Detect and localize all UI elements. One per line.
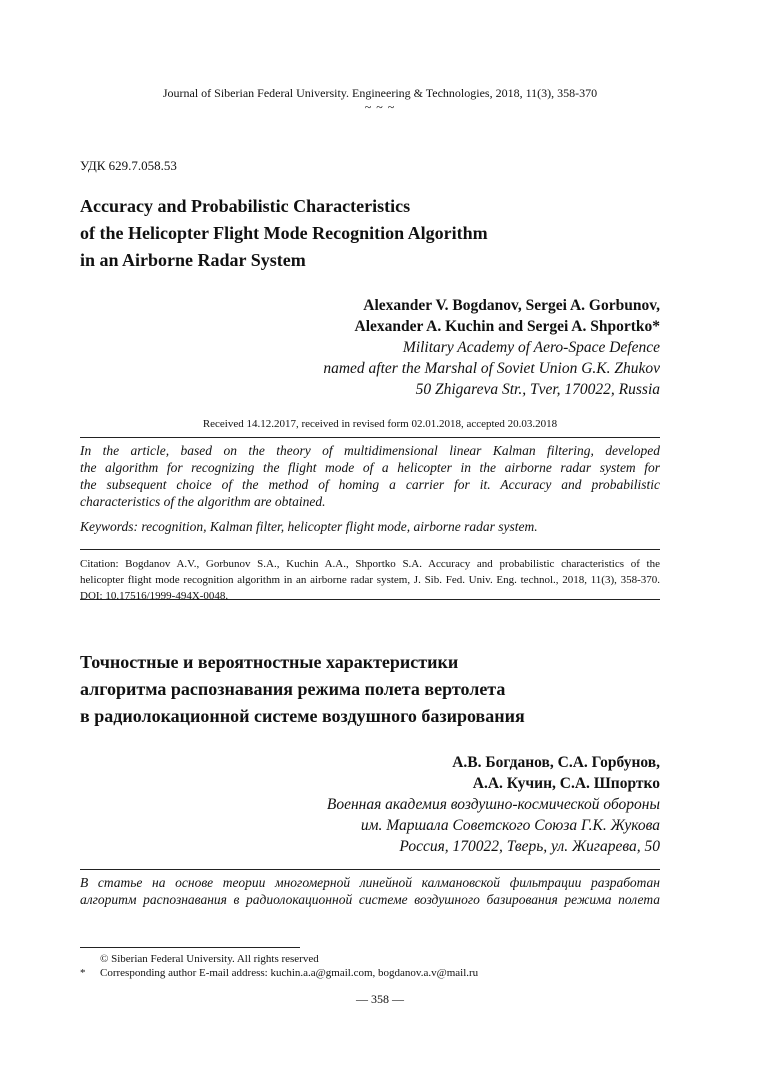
footnote-corresponding <box>80 966 478 980</box>
russian-author-line: А.А. Кучин, С.А. Шпортко <box>472 775 660 792</box>
russian-authors <box>452 752 660 794</box>
russian-title <box>80 649 680 730</box>
russian-abstract-line: В статье на основе теории многомерной линейной калмановской фильтрации разработан <box>80 875 660 890</box>
citation-bottom-rule <box>80 599 660 600</box>
english-abstract <box>80 442 660 510</box>
russian-abstract <box>80 874 660 908</box>
abstract-top-rule <box>80 437 660 438</box>
received-dates: Received 14.12.2017, received in revised form 02.01.2018, accepted 20.03.2018 <box>202 418 558 430</box>
abstract-line: In the article, based on the theory of multidimensional linear Kalman filtering, developed <box>80 443 660 458</box>
english-author-line: Alexander V. Bogdanov, Sergei A. Gorbunov, <box>363 297 660 314</box>
russian-affiliation-line: Россия, 170022, Тверь, ул. Жигарева, 50 <box>399 838 660 855</box>
english-affiliation <box>323 337 660 400</box>
russian-abstract-top-rule <box>80 869 660 870</box>
russian-affiliation-line: Военная академия воздушно-космической обороны <box>326 796 660 813</box>
abstract-line: the subsequent choice of the method of homing a carrier for it. Accuracy and probabilistic <box>80 477 660 492</box>
udc-code: УДК 629.7.058.53 <box>80 158 177 173</box>
russian-affiliation-line: им. Маршала Советского Союза Г.К. Жукова <box>360 817 660 834</box>
english-affiliation-line: 50 Zhigareva Str., Tver, 170022, Russia <box>415 381 660 398</box>
english-title-line: in an Airborne Radar System <box>80 250 306 270</box>
footnote-copyright <box>80 952 319 966</box>
english-author-line: Alexander A. Kuchin and Sergei A. Shportko* <box>354 318 660 335</box>
footnote-rule <box>80 947 300 948</box>
citation-line: helicopter flight mode recognition algorithm in an airborne radar system, J. Sib. Fed. Univ. Eng. technol., 2018, 11(3), 358-370. <box>80 574 660 586</box>
citation <box>80 556 660 604</box>
header-tilde: ~ ~ ~ <box>364 100 396 114</box>
english-affiliation-line: Military Academy of Aero-Space Defence <box>402 339 660 356</box>
citation-top-rule <box>80 549 660 550</box>
english-affiliation-line: named after the Marshal of Soviet Union G.K. Zhukov <box>323 360 660 377</box>
corresponding-text: Corresponding author E-mail address: kuchin.a.a@gmail.com, bogdanov.a.v@mail.ru <box>100 967 479 979</box>
russian-abstract-line: алгоритм распознавания в радиолокационной системе воздушного базирования режима полета <box>80 892 660 907</box>
footnote-asterisk: * <box>80 967 86 979</box>
russian-title-line: в радиолокационной системе воздушного базирования <box>80 706 525 726</box>
russian-affiliation <box>327 794 660 857</box>
citation-line: Citation: Bogdanov A.V., Gorbunov S.A., Kuchin A.A., Shportko S.A. Accuracy and probabilistic characteristics of the <box>80 558 660 570</box>
english-title-line: Accuracy and Probabilistic Characteristics <box>80 196 411 216</box>
russian-title-line: Точностные и вероятностные характеристики <box>80 652 459 672</box>
russian-author-line: А.В. Богданов, С.А. Горбунов, <box>452 754 660 771</box>
abstract-line: the algorithm for recognizing the flight mode of a helicopter in the airborne radar system for <box>80 460 660 475</box>
keywords: Keywords: recognition, Kalman filter, helicopter flight mode, airborne radar system. <box>80 519 538 534</box>
english-authors <box>355 295 660 337</box>
copyright-text: © Siberian Federal University. All rights reserved <box>100 953 319 965</box>
journal-header: Journal of Siberian Federal University. Engineering & Technologies, 2018, 11(3), 358-370 <box>162 86 598 100</box>
page-number: — 358 — <box>356 992 404 1006</box>
citation-line: DOI: 10.17516/1999-494X-0048. <box>80 590 229 602</box>
english-title <box>80 193 680 274</box>
russian-title-line: алгоритма распознавания режима полета вертолета <box>80 679 506 699</box>
abstract-line: characteristics of the algorithm are obtained. <box>80 494 326 509</box>
english-title-line: of the Helicopter Flight Mode Recognition Algorithm <box>80 223 488 243</box>
